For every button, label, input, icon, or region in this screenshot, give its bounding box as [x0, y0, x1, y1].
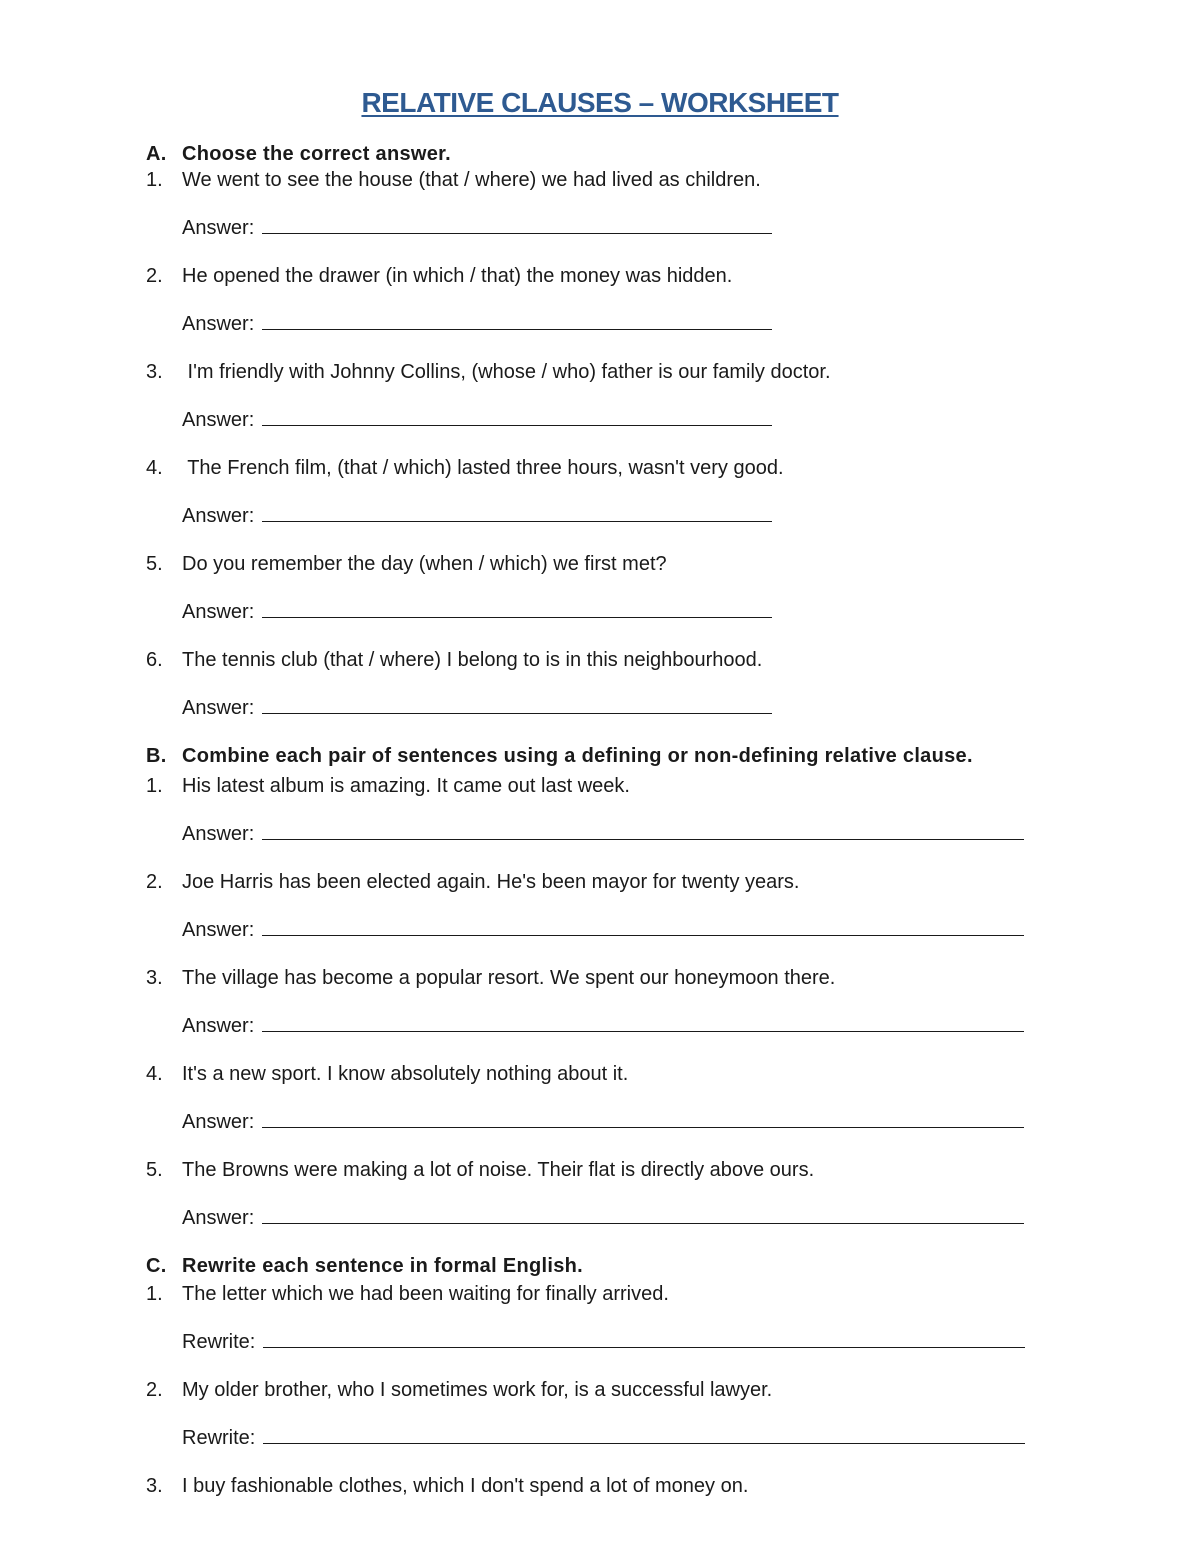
question-number: 4. — [146, 457, 163, 479]
question-text: It's a new sport. I know absolutely nothing about it. — [182, 1063, 629, 1085]
question-number: 2. — [146, 1379, 163, 1401]
answer-blank[interactable] — [262, 504, 772, 522]
rewrite-label: Rewrite: — [182, 1427, 256, 1449]
answer-label: Answer: — [182, 1111, 255, 1133]
question-number: 5. — [146, 1159, 163, 1181]
question-text: The French film, (that / which) lasted three hours, wasn't very good. — [182, 457, 784, 479]
question-text: We went to see the house (that / where) we had lived as children. — [182, 169, 761, 191]
answer-line[interactable] — [182, 1206, 1024, 1230]
question-number: 2. — [146, 871, 163, 893]
answer-label: Answer: — [182, 601, 255, 623]
section-instruction: Rewrite each sentence in formal English. — [182, 1255, 584, 1277]
rewrite-line[interactable] — [182, 1330, 1025, 1354]
answer-line[interactable] — [182, 600, 772, 624]
answer-line[interactable] — [182, 216, 772, 240]
answer-line[interactable] — [182, 918, 1024, 942]
answer-line[interactable] — [182, 408, 772, 432]
question-text: The letter which we had been waiting for finally arrived. — [182, 1283, 669, 1305]
answer-label: Answer: — [182, 409, 255, 431]
question-text: His latest album is amazing. It came out last week. — [182, 775, 630, 797]
question-text: Joe Harris has been elected again. He's been mayor for twenty years. — [182, 871, 800, 893]
question-number: 3. — [146, 967, 163, 989]
section-letter: C. — [146, 1255, 167, 1277]
rewrite-label: Rewrite: — [182, 1331, 256, 1353]
answer-blank[interactable] — [262, 696, 772, 714]
rewrite-blank[interactable] — [263, 1330, 1025, 1348]
section-letter: B. — [146, 745, 167, 767]
question-number: 1. — [146, 1283, 163, 1305]
question-text: The Browns were making a lot of noise. Their flat is directly above ours. — [182, 1159, 815, 1181]
answer-line[interactable] — [182, 1014, 1024, 1038]
section-instruction: Choose the correct answer. — [182, 143, 452, 165]
answer-blank[interactable] — [262, 216, 772, 234]
question-number: 3. — [146, 361, 163, 383]
answer-line[interactable] — [182, 312, 772, 336]
answer-label: Answer: — [182, 313, 255, 335]
question-number: 4. — [146, 1063, 163, 1085]
answer-blank[interactable] — [262, 1014, 1024, 1032]
rewrite-line[interactable] — [182, 1426, 1025, 1450]
answer-label: Answer: — [182, 919, 255, 941]
worksheet-title: RELATIVE CLAUSES – WORKSHEET — [361, 87, 839, 118]
question-text: My older brother, who I sometimes work for, is a successful lawyer. — [182, 1379, 773, 1401]
rewrite-blank[interactable] — [263, 1426, 1025, 1444]
answer-label: Answer: — [182, 217, 255, 239]
question-number: 3. — [146, 1475, 163, 1497]
answer-blank[interactable] — [262, 822, 1024, 840]
answer-label: Answer: — [182, 823, 255, 845]
answer-label: Answer: — [182, 697, 255, 719]
question-text: He opened the drawer (in which / that) the money was hidden. — [182, 265, 733, 287]
answer-blank[interactable] — [262, 1206, 1024, 1224]
answer-blank[interactable] — [262, 918, 1024, 936]
question-number: 1. — [146, 775, 163, 797]
answer-line[interactable] — [182, 822, 1024, 846]
question-text: Do you remember the day (when / which) we first met? — [182, 553, 667, 575]
answer-line[interactable] — [182, 1110, 1024, 1134]
question-text: I buy fashionable clothes, which I don't spend a lot of money on. — [182, 1475, 749, 1497]
question-number: 1. — [146, 169, 163, 191]
question-text: The village has become a popular resort. We spent our honeymoon there. — [182, 967, 836, 989]
answer-label: Answer: — [182, 1015, 255, 1037]
section-instruction: Combine each pair of sentences using a defining or non-defining relative clause. — [182, 745, 973, 767]
answer-blank[interactable] — [262, 408, 772, 426]
answer-line[interactable] — [182, 696, 772, 720]
answer-label: Answer: — [182, 1207, 255, 1229]
answer-blank[interactable] — [262, 600, 772, 618]
section-letter: A. — [146, 143, 167, 165]
answer-label: Answer: — [182, 505, 255, 527]
answer-blank[interactable] — [262, 312, 772, 330]
question-number: 5. — [146, 553, 163, 575]
question-text: I'm friendly with Johnny Collins, (whose / who) father is our family doctor. — [182, 361, 831, 383]
question-number: 2. — [146, 265, 163, 287]
question-number: 6. — [146, 649, 163, 671]
answer-blank[interactable] — [262, 1110, 1024, 1128]
answer-line[interactable] — [182, 504, 772, 528]
question-text: The tennis club (that / where) I belong to is in this neighbourhood. — [182, 649, 763, 671]
